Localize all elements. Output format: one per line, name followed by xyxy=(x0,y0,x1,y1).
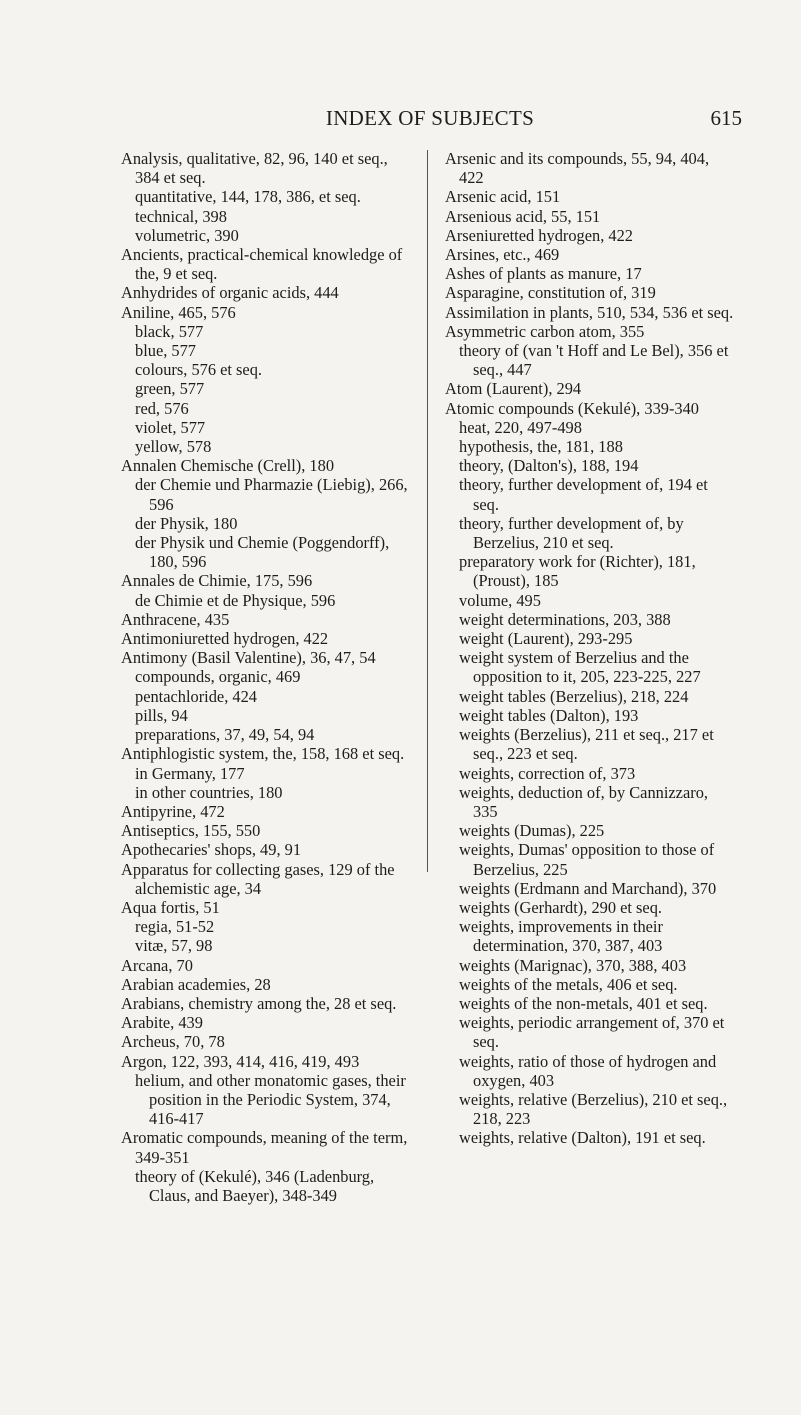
index-subentry: weight system of Berzelius and the opposition to it, 205, 223-225, 227 xyxy=(459,648,701,687)
index-entry: Antiphlogistic system, the, 158, 168 et seq. xyxy=(121,744,405,764)
index-subentry: yellow, 578 xyxy=(135,437,212,457)
index-subentry: theory of (van 't Hoff and Le Bel), 356 et seq., 447 xyxy=(459,341,729,380)
index-entry: Argon, 122, 393, 414, 416, 419, 493 xyxy=(121,1051,360,1071)
index-subentry: red, 576 xyxy=(135,398,189,418)
index-subentry: weights, relative (Berzelius), 210 et seq., 218, 223 xyxy=(459,1089,728,1129)
index-subentry: weight tables (Berzelius), 218, 224 xyxy=(459,686,689,706)
index-subentry: der Physik und Chemie (Poggendorff), 180, 596 xyxy=(135,533,390,572)
index-entry: Arsenic acid, 151 xyxy=(445,187,561,207)
index-subentry: weights (Marignac), 370, 388, 403 xyxy=(459,955,687,975)
index-subentry: weights of the metals, 406 et seq. xyxy=(459,974,678,994)
index-subentry: regia, 51-52 xyxy=(135,917,215,937)
index-entry: Analysis, qualitative, 82, 96, 140 et seq., 384 et seq. xyxy=(121,149,388,188)
index-entry: Arabians, chemistry among the, 28 et seq. xyxy=(121,993,397,1013)
index-entry: Arcana, 70 xyxy=(121,955,193,975)
index-subentry: volumetric, 390 xyxy=(135,225,239,245)
index-entry: Atom (Laurent), 294 xyxy=(445,379,582,399)
index-subentry: colours, 576 et seq. xyxy=(135,360,263,380)
index-entry: Arabian academies, 28 xyxy=(121,974,271,994)
column-divider xyxy=(427,150,428,872)
index-subentry: vitæ, 57, 98 xyxy=(135,936,213,956)
index-subentry: theory, (Dalton's), 188, 194 xyxy=(459,456,639,476)
index-entry: Asparagine, constitution of, 319 xyxy=(445,283,656,303)
index-subentry: weights, Dumas' opposition to those of Berzelius, 225 xyxy=(459,840,715,879)
index-subentry: weights (Gerhardt), 290 et seq. xyxy=(459,897,663,917)
index-entry: Aqua fortis, 51 xyxy=(121,897,220,917)
index-subentry: weight (Laurent), 293-295 xyxy=(459,629,633,649)
index-entry: Apparatus for collecting gases, 129 of the alchemistic age, 34 xyxy=(121,859,395,898)
index-subentry: black, 577 xyxy=(135,321,204,341)
index-subentry: quantitative, 144, 178, 386, et seq. xyxy=(135,187,361,207)
index-entry: Arsenious acid, 55, 151 xyxy=(445,206,601,226)
index-subentry: weights of the non-metals, 401 et seq. xyxy=(459,993,708,1013)
index-subentry: weights (Erdmann and Marchand), 370 xyxy=(459,878,717,898)
index-entry: Arsenic and its compounds, 55, 94, 404, 422 xyxy=(445,149,710,188)
index-subentry: compounds, organic, 469 xyxy=(135,667,301,687)
index-entry: Ancients, practical-chemical knowledge of the, 9 et seq. xyxy=(121,245,403,284)
index-subentry: weights, periodic arrangement of, 370 et seq. xyxy=(459,1013,725,1052)
page-title: INDEX OF SUBJECTS xyxy=(325,106,535,130)
index-subentry: weights, ratio of those of hydrogen and oxygen, 403 xyxy=(459,1051,717,1090)
index-entry: Arsines, etc., 469 xyxy=(445,245,560,265)
index-subentry: weights (Dumas), 225 xyxy=(459,821,605,841)
index-entry: Ashes of plants as manure, 17 xyxy=(445,264,642,284)
index-subentry: weight determinations, 203, 388 xyxy=(459,609,671,629)
index-entry: Antipyrine, 472 xyxy=(121,801,225,821)
index-subentry: weights, deduction of, by Cannizzaro, 335 xyxy=(459,782,708,821)
index-subentry: der Chemie und Pharmazie (Liebig), 266, 596 xyxy=(135,475,408,514)
index-subentry: theory of (Kekulé), 346 (Ladenburg, Claus, and Baeyer), 348-349 xyxy=(135,1166,375,1205)
index-subentry: de Chimie et de Physique, 596 xyxy=(135,590,336,610)
index-subentry: blue, 577 xyxy=(135,341,197,361)
index-entry: Anthracene, 435 xyxy=(121,609,230,629)
index-entry: Arseniuretted hydrogen, 422 xyxy=(445,225,633,245)
index-subentry: weights (Berzelius), 211 et seq., 217 et seq., 223 et seq. xyxy=(459,725,714,764)
index-entry: Annalen Chemische (Crell), 180 xyxy=(121,456,335,476)
index-subentry: hypothesis, the, 181, 188 xyxy=(459,437,623,457)
index-subentry: violet, 577 xyxy=(135,417,206,437)
index-subentry: theory, further development of, by Berzelius, 210 et seq. xyxy=(459,513,684,553)
page-header xyxy=(118,106,742,136)
index-subentry: der Physik, 180 xyxy=(135,513,238,533)
index-entry: Atomic compounds (Kekulé), 339-340 xyxy=(445,398,700,418)
index-entry: Antimoniuretted hydrogen, 422 xyxy=(121,629,329,649)
index-column-right xyxy=(445,149,735,1148)
index-subentry: weight tables (Dalton), 193 xyxy=(459,705,639,725)
index-entry: Anhydrides of organic acids, 444 xyxy=(121,283,339,303)
index-subentry: preparatory work for (Richter), 181, (Proust), 185 xyxy=(459,552,696,591)
index-subentry: pentachloride, 424 xyxy=(135,686,257,706)
index-subentry: preparations, 37, 49, 54, 94 xyxy=(135,725,315,745)
index-subentry: pills, 94 xyxy=(135,705,188,725)
index-entry: Antimony (Basil Valentine), 36, 47, 54 xyxy=(121,648,376,668)
index-entry: Archeus, 70, 78 xyxy=(121,1032,225,1052)
index-entry: Arabite, 439 xyxy=(121,1013,203,1033)
page-number: 615 xyxy=(710,106,742,130)
index-subentry: helium, and other monatomic gases, their position in the Periodic System, 374, 416-417 xyxy=(135,1070,406,1129)
index-subentry: volume, 495 xyxy=(459,590,541,610)
index-entry: Aniline, 465, 576 xyxy=(121,302,236,322)
index-entry: Annales de Chimie, 175, 596 xyxy=(121,571,313,591)
index-subentry: weights, improvements in their determination, 370, 387, 403 xyxy=(459,917,663,956)
index-subentry: weights, correction of, 373 xyxy=(459,763,636,783)
index-entry: Apothecaries' shops, 49, 91 xyxy=(121,840,302,860)
index-subentry: green, 577 xyxy=(135,379,205,399)
index-entry: Asymmetric carbon atom, 355 xyxy=(445,321,645,341)
index-subentry: heat, 220, 497-498 xyxy=(459,417,582,437)
index-subentry: in Germany, 177 xyxy=(135,763,245,783)
index-column-left xyxy=(121,149,408,1205)
index-subentry: in other countries, 180 xyxy=(135,782,283,802)
index-entry: Assimilation in plants, 510, 534, 536 et seq. xyxy=(445,302,734,322)
index-entry: Antiseptics, 155, 550 xyxy=(121,821,261,841)
index-subentry: technical, 398 xyxy=(135,206,227,226)
index-subentry: weights, relative (Dalton), 191 et seq. xyxy=(459,1128,706,1148)
index-subentry: theory, further development of, 194 et seq. xyxy=(459,475,708,514)
index-entry: Aromatic compounds, meaning of the term, 349-351 xyxy=(121,1128,408,1167)
